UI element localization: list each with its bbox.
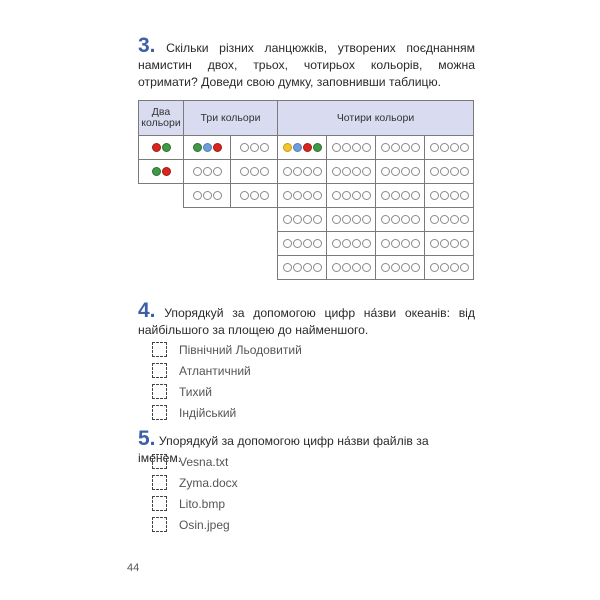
bead — [213, 143, 222, 152]
answer-box[interactable] — [152, 342, 167, 357]
list-item — [152, 514, 238, 535]
bead-chain — [430, 191, 469, 200]
bead-cell[interactable] — [375, 255, 425, 280]
bead — [313, 191, 322, 200]
bead-cell[interactable] — [375, 183, 425, 208]
bead — [430, 263, 439, 272]
bead-chain — [381, 215, 420, 224]
bead — [430, 239, 439, 248]
bead-chain — [332, 167, 371, 176]
bead — [352, 239, 361, 248]
bead-chain — [381, 143, 420, 152]
bead-cell[interactable] — [183, 183, 231, 208]
bead-chain — [283, 167, 322, 176]
bead — [293, 143, 302, 152]
bead — [352, 143, 361, 152]
bead — [411, 167, 420, 176]
bead — [283, 167, 292, 176]
bead-chain — [240, 191, 269, 200]
bead — [381, 239, 390, 248]
answer-box[interactable] — [152, 496, 167, 511]
bead — [332, 167, 341, 176]
bead — [391, 215, 400, 224]
bead — [313, 215, 322, 224]
bead — [381, 143, 390, 152]
answer-box[interactable] — [152, 454, 167, 469]
bead — [362, 263, 371, 272]
file-name: Vesna.txt — [179, 454, 229, 469]
bead-chain — [381, 263, 420, 272]
bead — [381, 191, 390, 200]
bead — [283, 143, 292, 152]
list-item — [152, 451, 238, 472]
bead-chain — [283, 263, 322, 272]
bead — [303, 263, 312, 272]
ocean-name: Тихий — [179, 384, 212, 399]
file-name: Lito.bmp — [179, 496, 226, 511]
bead — [450, 167, 459, 176]
answer-box[interactable] — [152, 405, 167, 420]
task-3-number: 3. — [138, 34, 156, 57]
bead-cell[interactable] — [277, 183, 327, 208]
header-two-colors: Два кольори — [138, 100, 184, 136]
bead-cell[interactable] — [230, 135, 278, 160]
file-name: Zyma.docx — [179, 475, 238, 490]
task-3-text: Скільки різних ланцюжків, утворених поєднанням намистин двох, трьох, чотирьох кольорів, можна отримати? Доведи свою думку, заповнивши таблицю. — [138, 41, 475, 89]
bead-cell[interactable] — [326, 255, 376, 280]
bead-chain — [283, 215, 322, 224]
bead — [352, 167, 361, 176]
bead — [401, 215, 410, 224]
header-four-colors: Чотири кольори — [277, 100, 474, 136]
bead-chain — [430, 263, 469, 272]
bead — [250, 143, 259, 152]
bead — [162, 143, 171, 152]
bead — [203, 191, 212, 200]
bead — [362, 143, 371, 152]
bead — [313, 167, 322, 176]
bead — [450, 239, 459, 248]
bead — [283, 215, 292, 224]
bead-cell[interactable] — [326, 183, 376, 208]
bead — [303, 239, 312, 248]
bead-chain — [193, 143, 222, 152]
bead-cell[interactable] — [424, 207, 474, 232]
bead — [332, 143, 341, 152]
list-item — [152, 360, 302, 381]
bead — [293, 215, 302, 224]
bead-chain — [152, 143, 171, 152]
bead — [450, 143, 459, 152]
bead — [162, 167, 171, 176]
bead — [283, 191, 292, 200]
bead — [430, 143, 439, 152]
bead — [362, 215, 371, 224]
bead — [411, 191, 420, 200]
bead — [313, 263, 322, 272]
bead-cell[interactable] — [277, 231, 327, 256]
bead-cell[interactable] — [375, 207, 425, 232]
bead — [293, 191, 302, 200]
bead — [450, 215, 459, 224]
bead — [460, 263, 469, 272]
bead — [391, 239, 400, 248]
bead — [250, 191, 259, 200]
list-item — [152, 472, 238, 493]
bead — [303, 143, 312, 152]
bead — [332, 263, 341, 272]
bead-cell[interactable] — [277, 207, 327, 232]
bead — [362, 167, 371, 176]
bead — [430, 191, 439, 200]
bead-chain — [332, 239, 371, 248]
bead-chain — [381, 239, 420, 248]
bead — [391, 191, 400, 200]
bead — [342, 215, 351, 224]
bead — [440, 167, 449, 176]
bead-chain — [381, 167, 420, 176]
bead-cell[interactable] — [326, 135, 376, 160]
list-item — [152, 493, 238, 514]
answer-box[interactable] — [152, 517, 167, 532]
bead — [283, 239, 292, 248]
bead — [342, 167, 351, 176]
list-item — [152, 381, 302, 402]
task-5-number: 5. — [138, 427, 156, 450]
bead — [460, 239, 469, 248]
bead — [332, 215, 341, 224]
bead-chain — [430, 143, 469, 152]
bead — [240, 191, 249, 200]
bead — [303, 167, 312, 176]
task-3 — [138, 34, 475, 91]
bead — [460, 167, 469, 176]
bead-cell[interactable] — [230, 183, 278, 208]
bead — [203, 167, 212, 176]
bead-chain — [283, 143, 322, 152]
file-name: Osin.jpeg — [179, 517, 230, 532]
bead — [430, 167, 439, 176]
bead — [342, 239, 351, 248]
bead-chain — [430, 167, 469, 176]
bead — [332, 239, 341, 248]
bead-cell[interactable] — [138, 159, 184, 184]
bead — [440, 191, 449, 200]
bead — [460, 191, 469, 200]
bead — [293, 239, 302, 248]
task-4-list — [152, 339, 302, 423]
bead — [240, 143, 249, 152]
page-number: 44 — [127, 562, 140, 574]
bead — [450, 191, 459, 200]
answer-box[interactable] — [152, 363, 167, 378]
bead-chain — [381, 191, 420, 200]
bead — [293, 263, 302, 272]
bead — [362, 239, 371, 248]
bead — [260, 167, 269, 176]
task-5-text: Упорядкуй за допомогою цифр на́зви файлів за іменем. — [138, 434, 429, 465]
bead-cell[interactable] — [277, 135, 327, 160]
bead-chain — [332, 215, 371, 224]
bead — [352, 191, 361, 200]
bead — [240, 167, 249, 176]
header-three-colors: Три кольори — [183, 100, 278, 136]
bead — [401, 263, 410, 272]
bead — [381, 263, 390, 272]
ocean-name: Атлантичний — [179, 363, 251, 378]
bead-cell[interactable] — [424, 183, 474, 208]
bead — [391, 263, 400, 272]
bead — [401, 167, 410, 176]
bead-cell[interactable] — [375, 231, 425, 256]
bead-cell[interactable] — [138, 135, 184, 160]
bead-cell[interactable] — [375, 159, 425, 184]
bead-chain — [240, 167, 269, 176]
bead — [430, 215, 439, 224]
bead — [250, 167, 259, 176]
bead — [193, 143, 202, 152]
bead-cell[interactable] — [424, 159, 474, 184]
bead-cell[interactable] — [183, 135, 231, 160]
bead — [401, 191, 410, 200]
list-item — [152, 402, 302, 423]
task-4-text: Упорядкуй за допомогою цифр на́зви океанів: від найбільшого за площею до найменшого. — [138, 306, 475, 337]
bead-chain — [193, 167, 222, 176]
bead-chain — [430, 239, 469, 248]
bead-chain — [193, 191, 222, 200]
bead-chain — [283, 239, 322, 248]
bead — [303, 191, 312, 200]
bead — [342, 263, 351, 272]
bead — [440, 263, 449, 272]
bead-chain — [430, 215, 469, 224]
bead-chain — [332, 143, 371, 152]
bead-cell[interactable] — [277, 159, 327, 184]
bead — [362, 191, 371, 200]
answer-box[interactable] — [152, 384, 167, 399]
bead — [332, 191, 341, 200]
bead-cell[interactable] — [424, 255, 474, 280]
bead — [213, 167, 222, 176]
bead-cell[interactable] — [230, 159, 278, 184]
bead — [411, 215, 420, 224]
bead-cell[interactable] — [424, 231, 474, 256]
bead — [152, 143, 161, 152]
bead-cell[interactable] — [277, 255, 327, 280]
bead-chain — [152, 167, 171, 176]
bead — [342, 143, 351, 152]
bead — [401, 239, 410, 248]
bead — [303, 215, 312, 224]
bead-cell[interactable] — [326, 159, 376, 184]
ocean-name: Північний Льодовитий — [179, 342, 302, 357]
bead — [460, 143, 469, 152]
bead-cell[interactable] — [375, 135, 425, 160]
bead — [440, 143, 449, 152]
bead — [203, 143, 212, 152]
bead — [352, 263, 361, 272]
bead — [213, 191, 222, 200]
bead-cell[interactable] — [326, 207, 376, 232]
bead — [193, 167, 202, 176]
bead-cell[interactable] — [326, 231, 376, 256]
bead — [381, 215, 390, 224]
bead — [391, 143, 400, 152]
bead — [313, 143, 322, 152]
task-4 — [138, 299, 475, 339]
list-item — [152, 339, 302, 360]
bead-chain — [240, 143, 269, 152]
task-5-list — [152, 451, 238, 535]
bead — [193, 191, 202, 200]
bead — [411, 239, 420, 248]
bead-chain — [332, 263, 371, 272]
bead — [381, 167, 390, 176]
bead-chain — [283, 191, 322, 200]
bead — [440, 239, 449, 248]
bead — [352, 215, 361, 224]
bead — [342, 191, 351, 200]
bead — [460, 215, 469, 224]
bead — [411, 143, 420, 152]
bead-chain — [332, 191, 371, 200]
bead — [401, 143, 410, 152]
bead — [260, 191, 269, 200]
answer-box[interactable] — [152, 475, 167, 490]
bead-cell[interactable] — [183, 159, 231, 184]
ocean-name: Індійський — [179, 405, 237, 420]
bead — [440, 215, 449, 224]
bead — [450, 263, 459, 272]
bead-cell[interactable] — [424, 135, 474, 160]
bead — [283, 263, 292, 272]
bead — [293, 167, 302, 176]
bead — [411, 263, 420, 272]
bead — [391, 167, 400, 176]
bead — [313, 239, 322, 248]
bead — [152, 167, 161, 176]
task-4-number: 4. — [138, 299, 156, 322]
bead — [260, 143, 269, 152]
